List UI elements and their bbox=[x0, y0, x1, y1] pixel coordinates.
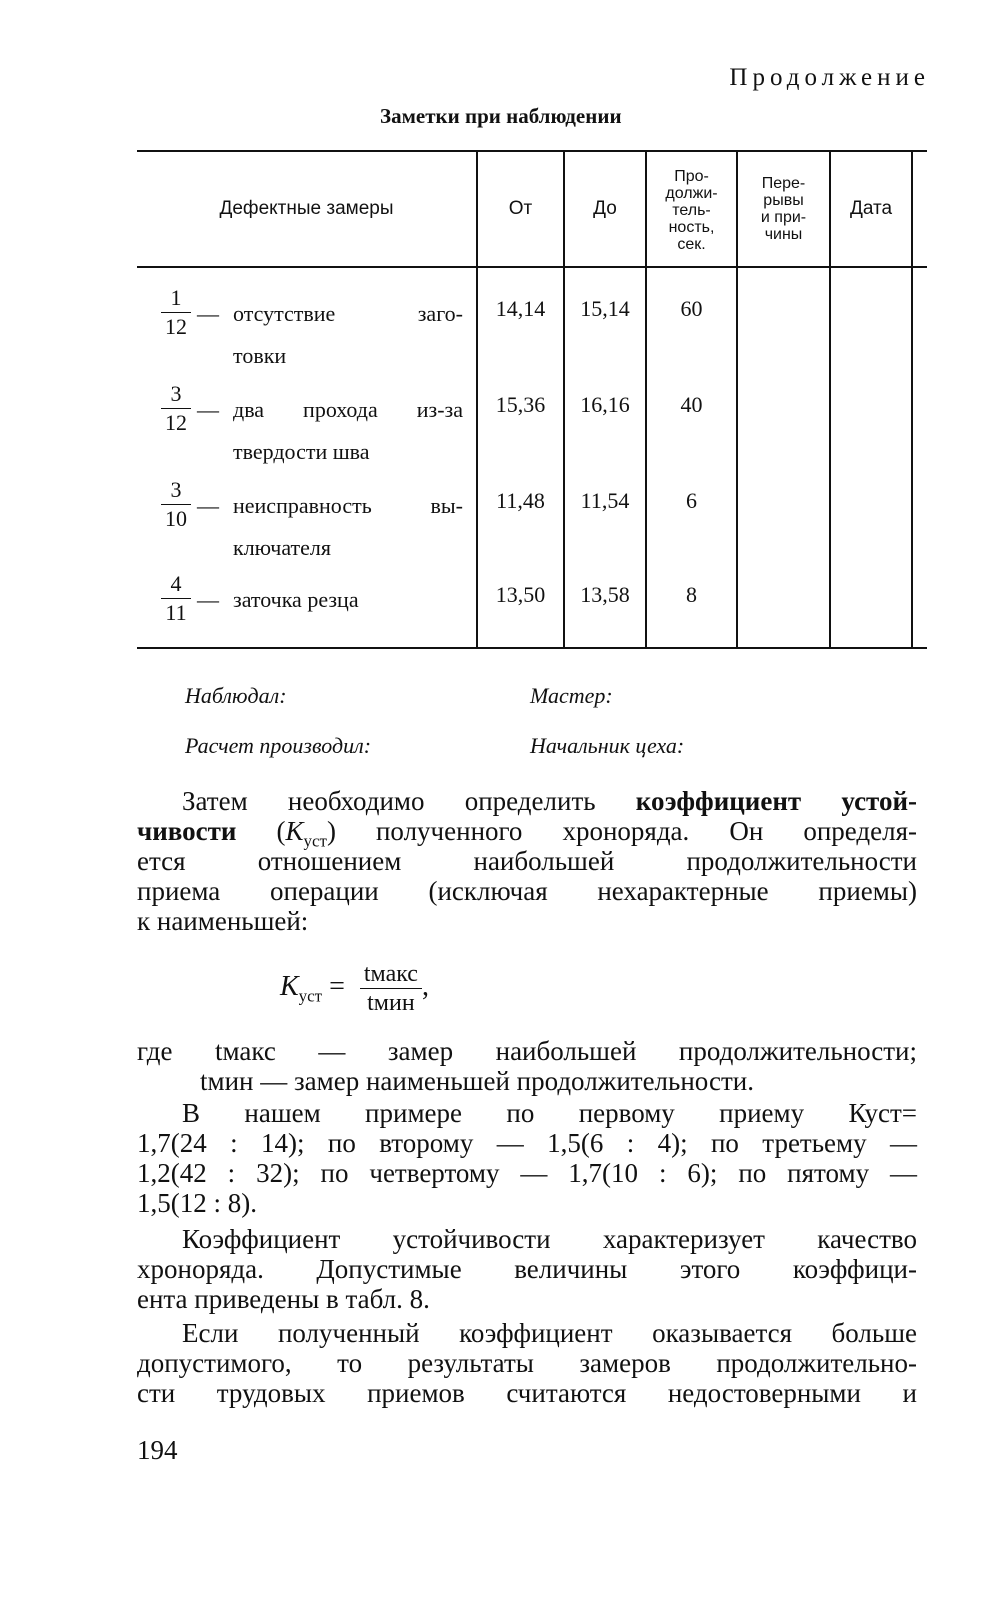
fraction-denominator: 12 bbox=[165, 410, 187, 435]
header-breaks-line: Пере- bbox=[761, 175, 806, 192]
formula-numerator: tмакс bbox=[363, 961, 418, 987]
header-breaks-line: рывы bbox=[763, 192, 804, 209]
row-fraction bbox=[161, 286, 191, 339]
row-label-line1: два прохода из-за bbox=[233, 397, 463, 422]
observation-table bbox=[137, 150, 927, 660]
symbol-subscript: уст bbox=[303, 831, 327, 851]
page-number: 194 bbox=[137, 1435, 178, 1465]
text-line: В нашем примере по первому приему Куст= bbox=[182, 1098, 917, 1128]
fraction-denominator: 10 bbox=[165, 506, 187, 531]
row-fraction bbox=[161, 382, 191, 435]
row-duration: 6 bbox=[686, 488, 697, 513]
header-breaks-line: чины bbox=[764, 226, 803, 243]
row-to: 13,58 bbox=[580, 582, 630, 607]
text-line: хроноряда. Допустимые величины этого коэффици- bbox=[137, 1254, 917, 1284]
definitions bbox=[137, 1036, 917, 1096]
paragraph-2 bbox=[137, 1098, 917, 1218]
row-duration: 8 bbox=[686, 582, 697, 607]
fraction-denominator: 11 bbox=[165, 600, 187, 625]
text-run: ) полученного хроноряда. Он определя- bbox=[326, 816, 918, 846]
header-duration-line: ность, bbox=[668, 218, 715, 236]
header-duration-line: сек. bbox=[677, 235, 706, 253]
fraction-bar bbox=[161, 312, 191, 313]
row-label-line1: отсутствие заго- bbox=[233, 301, 463, 326]
header-breaks-line: и при- bbox=[760, 209, 807, 226]
text-line: 1,7(24 : 14); по второму — 1,5(6 : 4); по третьему — bbox=[137, 1128, 917, 1158]
table-row bbox=[137, 372, 927, 468]
fraction-numerator: 3 bbox=[170, 477, 182, 502]
row-label-line2: товки bbox=[233, 343, 287, 368]
formula-k-subscript: уст bbox=[298, 986, 323, 1006]
formula-k: К bbox=[280, 970, 299, 1002]
header-duration-line: тель- bbox=[672, 201, 711, 219]
text-line: приема операции (исключая нехарактерные приемы) bbox=[137, 876, 917, 906]
text-line: 1,2(42 : 32); по четвертому — 1,7(10 : 6); по пятому — bbox=[137, 1158, 917, 1188]
formula-comma: , bbox=[421, 970, 429, 1002]
symbol-k: К bbox=[285, 816, 304, 846]
text-line: сти трудовых приемов считаются недостоверными и bbox=[137, 1378, 917, 1408]
fraction-numerator: 1 bbox=[170, 285, 182, 310]
header-date: Дата bbox=[849, 198, 893, 219]
text-line: Коэффициент устойчивости характеризует качество bbox=[182, 1224, 917, 1254]
header-from: От bbox=[508, 198, 533, 219]
text-line: 1,5(12 : 8). bbox=[137, 1188, 257, 1218]
row-fraction bbox=[161, 572, 191, 625]
row-dash: — bbox=[197, 587, 219, 612]
text-line: к наименьшей: bbox=[137, 906, 309, 936]
row-to: 15,14 bbox=[580, 296, 630, 321]
signature-calculated: Расчет производил: bbox=[185, 733, 372, 758]
text-line: где tмакс — замер наибольшей продолжительности; bbox=[137, 1036, 917, 1066]
fraction-bar bbox=[161, 598, 191, 599]
header-rule bbox=[137, 266, 927, 268]
row-from: 13,50 bbox=[495, 582, 546, 607]
text-line: допустимого, то результаты замеров продолжительно- bbox=[137, 1348, 917, 1378]
table-caption: Заметки при наблюдении bbox=[380, 104, 622, 128]
row-fraction bbox=[161, 478, 191, 531]
formula-fraction bbox=[360, 960, 422, 1017]
fraction-bar bbox=[161, 504, 191, 505]
row-duration: 40 bbox=[680, 392, 703, 417]
text-line bbox=[137, 786, 917, 816]
header-duration-line: должи- bbox=[665, 184, 718, 202]
table-row bbox=[137, 468, 927, 564]
row-label-line1: неисправность вы- bbox=[233, 493, 463, 518]
header-breaks bbox=[738, 152, 829, 266]
row-label-line2: ключателя bbox=[233, 535, 332, 560]
header-duration bbox=[647, 156, 736, 264]
header-duration-line: Про- bbox=[674, 167, 709, 185]
text-line: tмин — замер наименьшей продолжительности. bbox=[200, 1066, 754, 1096]
signature-master: Мастер: bbox=[530, 683, 613, 708]
row-dash: — bbox=[197, 397, 219, 422]
row-dash: — bbox=[197, 493, 219, 518]
row-label-line1: заточка резца bbox=[233, 587, 359, 612]
header-to: До bbox=[593, 198, 617, 219]
row-label-line2: твердости шва bbox=[233, 439, 370, 464]
row-duration: 60 bbox=[680, 296, 703, 321]
text-run: Затем необходимо определить bbox=[182, 786, 636, 816]
row-dash: — bbox=[197, 301, 219, 326]
paragraph-3 bbox=[137, 1224, 917, 1314]
signature-observed: Наблюдал: bbox=[185, 683, 287, 708]
paragraph-4 bbox=[137, 1318, 917, 1408]
text-line bbox=[137, 816, 918, 851]
header-defects: Дефектные замеры bbox=[219, 198, 394, 219]
table-row bbox=[137, 276, 927, 372]
row-from: 11,48 bbox=[496, 488, 545, 513]
table-row bbox=[137, 562, 927, 658]
text-line: ента приведены в табл. 8. bbox=[137, 1284, 430, 1314]
continuation-label: Продолжение bbox=[729, 64, 930, 91]
bold-term: коэффициент устой- bbox=[635, 786, 918, 816]
fraction-bar bbox=[161, 408, 191, 409]
row-from: 15,36 bbox=[495, 392, 546, 417]
row-from: 14,14 bbox=[495, 296, 546, 321]
text-line: Если полученный коэффициент оказывается больше bbox=[182, 1318, 917, 1348]
fraction-numerator: 3 bbox=[170, 381, 182, 406]
paragraph-1 bbox=[137, 786, 917, 936]
formula-denominator: tмин bbox=[367, 990, 415, 1016]
row-to: 11,54 bbox=[580, 488, 630, 513]
stability-formula bbox=[280, 960, 429, 1017]
row-to: 16,16 bbox=[580, 392, 630, 417]
formula-equals: = bbox=[329, 970, 345, 1002]
text-run: ( bbox=[236, 816, 286, 846]
bold-term: чивости bbox=[137, 816, 237, 846]
fraction-numerator: 4 bbox=[170, 571, 182, 596]
fraction-denominator: 12 bbox=[165, 314, 187, 339]
signature-chief: Начальник цеха: bbox=[530, 733, 685, 758]
text-line: ется отношением наибольшей продолжительности bbox=[137, 846, 917, 876]
